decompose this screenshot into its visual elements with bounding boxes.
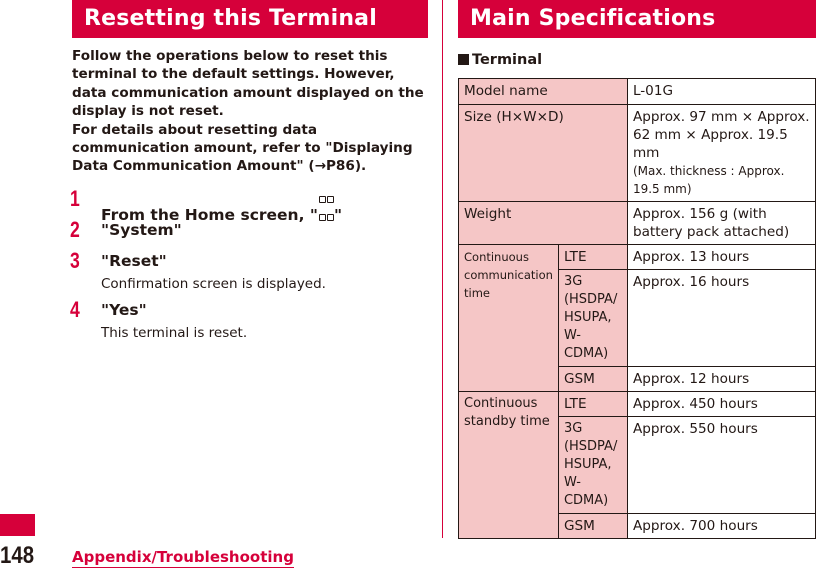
step-number: 3 [70,248,80,273]
intro-paragraph-2: For details about resetting data communication amount, refer to "Displaying Data Communication Amount" (→P86). [72,121,413,175]
table-row [459,392,816,417]
row-label: GSM [558,367,627,392]
row-value: Approx. 16 hours [627,270,815,367]
row-label: Model name [459,79,628,105]
row-value: Approx. 156 g (with battery pack attached) [627,202,815,245]
row-label: Weight [459,202,628,245]
row-value: L-01G [627,79,815,105]
section-heading-reset: Resetting this Terminal [72,0,428,38]
step-title: "Yes" [101,301,147,319]
row-value: Approx. 97 mm × Approx. 62 mm × Approx. 19.5 mm (Max. thickness : Approx. 19.5 mm) [627,105,815,202]
step-description: This terminal is reset. [101,325,248,341]
row-value: Approx. 550 hours [627,417,815,514]
row-label: Size (H×W×D) [459,105,628,202]
step-number: 4 [70,297,80,322]
row-label: 3G (HSDPA/ HSUPA, W-CDMA) [558,417,627,514]
row-label: LTE [558,245,627,270]
row-group-label: Continuous communication time [459,245,559,392]
intro-text [72,47,424,176]
step-number: 1 [70,186,80,211]
row-label: LTE [558,392,627,417]
size-note: (Max. thickness : Approx. 19.5 mm) [632,164,785,196]
footer-color-tab [0,514,35,536]
apps-grid-icon [319,190,333,204]
square-bullet-icon [458,54,469,65]
row-label: 3G (HSDPA/ HSUPA, W-CDMA) [558,270,627,367]
step-description: Confirmation screen is displayed. [101,276,326,292]
table-row [459,105,816,202]
subheading-terminal: Terminal [458,52,542,68]
row-label: GSM [558,514,627,539]
intro-paragraph-1: Follow the operations below to reset this terminal to the default settings. However, data communication amount displayed on the display is not reset. [72,48,424,120]
row-group-label: Continuous standby time [459,392,559,539]
table-row [459,245,816,270]
step-title: From the Home screen, " " [101,190,342,224]
table-row [459,202,816,245]
row-value: Approx. 450 hours [627,392,815,417]
step-number: 2 [70,217,80,242]
column-divider [442,0,443,538]
step-title: "Reset" [101,252,167,270]
table-row [459,79,816,105]
row-value: Approx. 12 hours [627,367,815,392]
footer-section-name: Appendix/Troubleshooting [72,548,294,566]
specifications-table [458,78,816,539]
row-value: Approx. 700 hours [627,514,815,539]
section-heading-specifications: Main Specifications [458,0,816,38]
page-number: 148 [0,542,35,569]
row-value: Approx. 13 hours [627,245,815,270]
step-title: "System" [101,221,182,239]
